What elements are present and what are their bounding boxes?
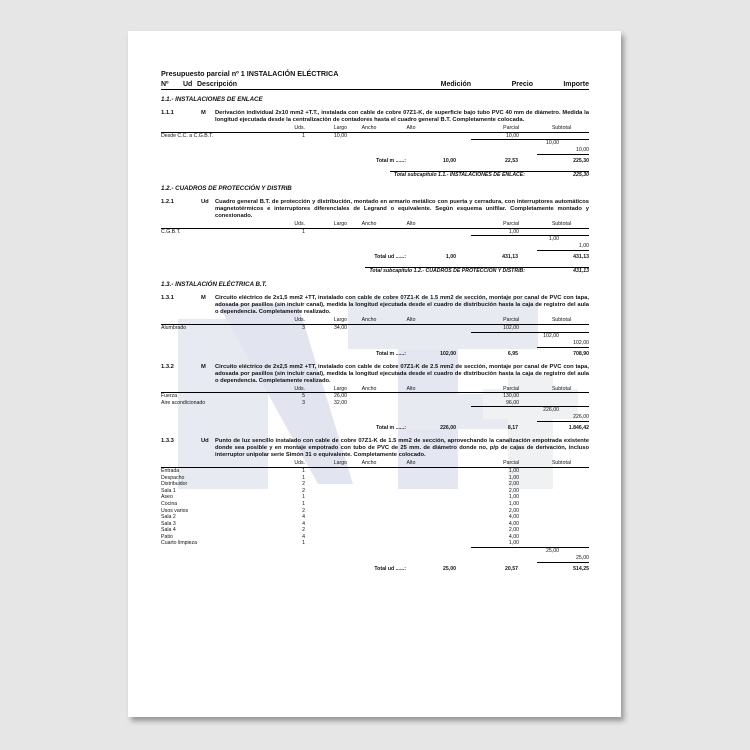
item-code: 1.3.1 (161, 295, 174, 302)
meas-largo (305, 475, 347, 482)
meas-ancho (347, 508, 391, 515)
measurement-header (161, 386, 589, 394)
meas-col-subtotal: Subtotal (551, 460, 571, 467)
meas-subtotal (519, 514, 571, 521)
meas-alto (391, 540, 431, 547)
item-code: 1.2.1 (161, 199, 174, 206)
meas-col-alto: Alto (406, 460, 416, 467)
meas-alto (391, 325, 431, 332)
meas-label-spacer (161, 460, 281, 467)
measurement-row (161, 468, 589, 475)
meas-alto (391, 514, 431, 521)
meas-parcial: 4,00 (508, 520, 519, 527)
item-description: Derivación individual 2x10 mm2 +T.T., instalada con cable de cobre 07Z1-K, de superficie bajo tubo PVC 40 mm de diámetro. Medida la longitud ejecutada desde la centralización de contadores hasta el cuadro general B.T. Completamente colocada. (215, 110, 589, 123)
measurement-row (161, 540, 589, 547)
budget-content (161, 69, 589, 579)
item-code: 1.1.1 (161, 110, 174, 116)
total-medicion: 10,00 (443, 158, 456, 165)
budget-item (161, 438, 589, 573)
meas-uds: 1 (302, 228, 305, 235)
meas-alto (391, 400, 431, 407)
chapter-title: 1.3.- INSTALACIÓN ELÉCTRICA B.T. (161, 281, 267, 289)
meas-col-parcial: Parcial (503, 460, 519, 467)
meas-alto (391, 501, 431, 508)
meas-col-subtotal: Subtotal (551, 385, 571, 392)
total-importe: 225,30 (573, 158, 589, 165)
total-importe: 708,90 (573, 350, 589, 357)
meas-ancho (347, 475, 391, 482)
chapter-total-label: Total subcapítulo 1.1.- INSTALACIONES DE ENLACE: (390, 171, 525, 179)
item-header (161, 199, 589, 220)
subtotal-rule (559, 547, 589, 555)
subtotal-parcial: 102,00 (471, 332, 559, 340)
meas-label: Sala 3 (161, 520, 176, 527)
meas-uds: 4 (302, 520, 305, 527)
subtotal-parcial: 10,00 (471, 139, 559, 147)
meas-uds: 1 (302, 540, 305, 547)
meas-subtotal (519, 229, 571, 236)
document-page (128, 31, 621, 717)
meas-col-alto: Alto (406, 385, 416, 392)
chapter-title: 1.2.- CUADROS DE PROTECCIÓN Y DISTRIB (161, 185, 292, 193)
meas-col-ancho: Ancho (361, 460, 377, 467)
column-importe: Importe (563, 81, 589, 88)
meas-col-parcial: Parcial (503, 221, 519, 228)
meas-ancho (347, 540, 391, 547)
item-unit: M (201, 295, 206, 302)
budget-item (161, 295, 589, 357)
item-description: Circuito eléctrico de 2x2,5 mm2 +TT, instalado con cable de cobre 07Z1-K de 2.5 mm2 de sección, montaje por canal de PVC con tapa, adosada por pasillos (sin incluir canal), medida la longitud ejecutada desde el cuadro de distribución hasta la caja de registro del aula o dependencia. Completamente realizado. (215, 363, 589, 384)
total-precio: 20,57 (505, 566, 518, 573)
meas-alto (391, 521, 431, 528)
item-total-row (161, 254, 589, 261)
meas-subtotal (519, 475, 571, 482)
measurement-row (161, 527, 589, 534)
measurement-row (161, 393, 589, 400)
meas-label-spacer (161, 125, 281, 132)
meas-subtotal (519, 488, 571, 495)
item-total-row (161, 425, 589, 432)
meas-subtotal (519, 501, 571, 508)
subtotal-value: 1,00 (537, 243, 589, 251)
subtotal-spacer (161, 547, 471, 555)
meas-subtotal (519, 481, 571, 488)
meas-uds: 1 (302, 474, 305, 481)
subtotal-line (161, 139, 589, 147)
measurement-row (161, 229, 589, 236)
meas-ancho (347, 393, 391, 400)
item-code: 1.3.3 (161, 438, 174, 445)
item-description: Cuadro general B.T. de protección y distribución, montado en armario metálico con puerta y cerradura, con interruptores automáticos magnetotérmicos e interruptores diferenciales de Legrand o equivalente. Según esquema unifilar. Completamente montado y conexionado. (215, 199, 589, 220)
meas-col-alto: Alto (406, 221, 416, 228)
meas-alto (391, 475, 431, 482)
meas-largo (305, 521, 347, 528)
subtotal-line (161, 235, 589, 243)
meas-uds: 1 (302, 494, 305, 501)
meas-col-uds: Uds. (294, 317, 305, 324)
meas-ancho (347, 325, 391, 332)
meas-uds: 1 (302, 500, 305, 507)
total-label: Total ud ......: (374, 566, 406, 573)
meas-col-parcial: Parcial (503, 385, 519, 392)
meas-label: Usos varios (161, 507, 189, 514)
total-spacer (161, 254, 351, 261)
item-total-row (161, 158, 589, 165)
total-importe: 514,25 (573, 566, 589, 573)
chapter-total-value: 225,30 (525, 171, 589, 179)
total-label: Total m ......: (376, 425, 406, 432)
meas-label: Aire acondicionado (161, 399, 206, 406)
item-total-row (161, 566, 589, 573)
measurement-row (161, 501, 589, 508)
total-medicion: 1,00 (445, 254, 456, 261)
meas-col-ancho: Ancho (361, 317, 377, 324)
meas-label: Cocina (161, 500, 178, 507)
item-total-row (161, 351, 589, 358)
column-medicion: Medición (440, 81, 471, 88)
total-precio: 431,13 (502, 254, 518, 261)
meas-ancho (347, 527, 391, 534)
total-spacer (161, 566, 351, 573)
meas-subtotal (519, 521, 571, 528)
subtotal-right (161, 555, 589, 563)
meas-col-uds: Uds. (294, 460, 305, 467)
document-title: Presupuesto parcial nº 1 INSTALACIÓN ELÉCTRICA (161, 69, 339, 78)
meas-col-parcial: Parcial (503, 125, 519, 131)
total-precio: 22,53 (505, 158, 518, 165)
meas-uds: 2 (302, 487, 305, 494)
meas-subtotal (519, 400, 571, 407)
column-header (161, 81, 589, 90)
item-description: Punto de luz sencillo instalado con cable de cobre 07Z1-K de 1.5 mm2 de sección, aprovechando la canalización empotrada existente donde sea posible y en montaje empotrado con tubo de PVC de 25 mm. de diámetro donde no, p/p de cajas de derivación, incluso interruptor unipolar serie Simón 31 o equivalente. Completamente colocado. (215, 438, 589, 459)
subtotal-spacer (161, 406, 471, 414)
chapters-list (161, 96, 589, 573)
meas-label: Cuarto limpieza (161, 540, 198, 547)
meas-parcial: 1,00 (508, 228, 519, 235)
subtotal-line (161, 547, 589, 555)
meas-subtotal (519, 393, 571, 400)
meas-largo (305, 229, 347, 236)
meas-label: Entrada (161, 467, 180, 474)
meas-label: Distribuidor (161, 481, 188, 488)
meas-uds: 2 (302, 507, 305, 514)
subtotal-rule (559, 235, 589, 243)
item-unit: Ud (201, 199, 209, 206)
measurement-row (161, 534, 589, 541)
meas-subtotal (519, 534, 571, 541)
meas-label: Desde C.C. a C.G.B.T. (161, 132, 214, 139)
meas-largo (305, 534, 347, 541)
meas-col-largo: Largo (333, 385, 347, 392)
meas-ancho (347, 494, 391, 501)
total-medicion: 102,00 (440, 350, 456, 357)
meas-col-subtotal: Subtotal (551, 317, 571, 324)
meas-largo (305, 468, 347, 475)
meas-parcial: 4,00 (508, 514, 519, 521)
meas-col-uds: Uds. (294, 385, 305, 392)
chapter-total-value: 431,13 (525, 267, 589, 275)
item-unit: M (201, 363, 206, 370)
subtotal-rule (559, 332, 589, 340)
meas-ancho (347, 501, 391, 508)
total-medicion: 226,00 (440, 425, 456, 432)
meas-parcial: 130,00 (503, 393, 519, 400)
measurement-row (161, 325, 589, 332)
meas-uds: 1 (302, 132, 305, 139)
meas-col-largo: Largo (333, 460, 347, 467)
meas-col-ancho: Ancho (361, 125, 377, 131)
meas-col-alto: Alto (406, 317, 416, 324)
measurement-row (161, 400, 589, 407)
meas-label-spacer (161, 386, 281, 393)
meas-ancho (347, 514, 391, 521)
subtotal-spacer (161, 139, 471, 147)
subtotal-parcial: 1,00 (471, 235, 559, 243)
total-spacer (161, 425, 351, 432)
meas-label: Aseo (161, 494, 173, 501)
meas-largo (305, 540, 347, 547)
meas-label: Patio (161, 533, 173, 540)
meas-uds: 5 (302, 393, 305, 400)
subtotal-rule (559, 406, 589, 414)
item-unit: Ud (201, 438, 209, 445)
meas-alto (391, 494, 431, 501)
meas-uds: 1 (302, 467, 305, 474)
measurement-header (161, 460, 589, 468)
meas-col-subtotal: Subtotal (551, 221, 571, 228)
meas-col-ancho: Ancho (361, 221, 377, 228)
subtotal-value: 10,00 (537, 147, 589, 155)
measurement-row (161, 521, 589, 528)
meas-parcial: 2,00 (508, 487, 519, 494)
total-precio: 6,95 (507, 350, 518, 357)
measurement-header (161, 125, 589, 133)
item-code: 1.3.2 (161, 363, 174, 370)
meas-alto (391, 393, 431, 400)
meas-alto (391, 229, 431, 236)
subtotal-line (161, 406, 589, 414)
meas-largo (305, 514, 347, 521)
meas-largo: 10,00 (334, 132, 347, 139)
meas-parcial: 1,00 (508, 494, 519, 501)
meas-alto (391, 527, 431, 534)
meas-uds: 3 (302, 324, 305, 331)
subtotal-right (161, 147, 589, 155)
meas-col-alto: Alto (406, 125, 416, 131)
meas-parcial: 1,00 (508, 467, 519, 474)
measurement-row (161, 514, 589, 521)
subtotal-right (161, 340, 589, 348)
budget-item (161, 110, 589, 165)
meas-largo (305, 481, 347, 488)
total-importe: 431,13 (573, 254, 589, 261)
meas-subtotal (519, 325, 571, 332)
chapter-total-label: Total subcapítulo 1.2.- CUADROS DE PROTECCIÓN Y DISTRIB: (365, 267, 525, 275)
meas-alto (391, 133, 431, 140)
subtotal-right (161, 243, 589, 251)
meas-uds: 4 (302, 514, 305, 521)
subtotal-right (161, 414, 589, 422)
meas-ancho (347, 481, 391, 488)
total-spacer (161, 158, 351, 165)
chapter-total (161, 267, 589, 275)
meas-col-largo: Largo (333, 221, 347, 228)
meas-uds: 2 (302, 481, 305, 488)
meas-parcial: 2,00 (508, 481, 519, 488)
meas-alto (391, 508, 431, 515)
meas-ancho (347, 133, 391, 140)
meas-col-largo: Largo (333, 125, 347, 131)
subtotal-spacer (161, 235, 471, 243)
meas-uds: 2 (302, 527, 305, 534)
meas-label: Sala 4 (161, 527, 176, 534)
meas-label: Alumbrado (161, 324, 187, 331)
item-description: Circuito eléctrico de 2x1,5 mm2 +TT, instalado con cable de cobre 07Z1-K de 1.5 mm2 de sección, montaje por canal de PVC con tapa, adosada por pasillos (sin incluir canal), medida la longitud ejecutada desde el cuadro de distribución hasta la caja de registro del aula o dependencia. Completamente realizado. (215, 295, 589, 316)
meas-largo: 32,00 (334, 399, 347, 406)
subtotal-parcial: 226,00 (471, 406, 559, 414)
meas-ancho (347, 534, 391, 541)
meas-largo (305, 527, 347, 534)
meas-parcial: 4,00 (508, 533, 519, 540)
subtotal-value: 25,00 (537, 555, 589, 563)
meas-label: Despacho (161, 474, 185, 481)
subtotal-value: 102,00 (537, 340, 589, 348)
meas-parcial: 2,00 (508, 507, 519, 514)
meas-subtotal (519, 540, 571, 547)
meas-alto (391, 488, 431, 495)
meas-col-ancho: Ancho (361, 385, 377, 392)
meas-label: Sala 1 (161, 487, 176, 494)
meas-parcial: 1,00 (508, 500, 519, 507)
column-description: Descripción (197, 81, 238, 88)
meas-subtotal (519, 508, 571, 515)
measurement-row (161, 488, 589, 495)
meas-parcial: 102,00 (503, 324, 519, 331)
meas-subtotal (519, 468, 571, 475)
item-header (161, 295, 589, 316)
item-unit: M (201, 110, 206, 116)
meas-parcial: 1,00 (508, 540, 519, 547)
total-importe: 1.846,42 (568, 425, 589, 432)
subtotal-spacer (161, 332, 471, 340)
item-header (161, 364, 589, 385)
measurement-row (161, 494, 589, 501)
chapter-title: 1.1.- INSTALACIONES DE ENLACE (161, 96, 263, 103)
meas-largo (305, 501, 347, 508)
measurement-header (161, 221, 589, 229)
meas-label: Sala 2 (161, 514, 176, 521)
item-header (161, 110, 589, 124)
meas-largo (305, 508, 347, 515)
budget-item (161, 199, 589, 261)
column-ud: Ud (183, 81, 193, 88)
item-header (161, 438, 589, 459)
meas-ancho (347, 488, 391, 495)
budget-item (161, 364, 589, 433)
meas-col-subtotal: Subtotal (551, 125, 571, 131)
meas-label-spacer (161, 221, 281, 228)
total-medicion: 25,00 (443, 566, 456, 573)
measurement-row (161, 481, 589, 488)
meas-parcial: 96,00 (506, 399, 519, 406)
meas-parcial: 2,00 (508, 527, 519, 534)
measurement-row (161, 133, 589, 140)
meas-subtotal (519, 133, 571, 140)
meas-largo (305, 494, 347, 501)
total-label: Total m ......: (376, 158, 406, 165)
total-label: Total ud ......: (374, 254, 406, 261)
meas-subtotal (519, 527, 571, 534)
total-label: Total m ......: (376, 350, 406, 357)
meas-ancho (347, 468, 391, 475)
measurement-row (161, 508, 589, 515)
meas-label-spacer (161, 317, 281, 324)
measurement-row (161, 475, 589, 482)
chapter-total (161, 171, 589, 179)
total-spacer (161, 351, 351, 358)
meas-largo: 34,00 (334, 324, 347, 331)
subtotal-parcial: 25,00 (471, 547, 559, 555)
meas-subtotal (519, 494, 571, 501)
meas-parcial: 1,00 (508, 474, 519, 481)
meas-label: C.G.B.T. (161, 228, 181, 235)
meas-label: Fuerza (161, 393, 178, 400)
column-precio: Precio (511, 81, 533, 88)
meas-largo (305, 488, 347, 495)
meas-uds: 4 (302, 533, 305, 540)
meas-parcial: 10,00 (506, 132, 519, 139)
meas-uds: 3 (302, 399, 305, 406)
meas-col-largo: Largo (333, 317, 347, 324)
meas-alto (391, 481, 431, 488)
subtotal-line (161, 332, 589, 340)
meas-ancho (347, 229, 391, 236)
meas-col-uds: Uds. (294, 221, 305, 228)
measurement-header (161, 317, 589, 325)
meas-ancho (347, 521, 391, 528)
subtotal-value: 226,00 (537, 414, 589, 422)
column-code: Nº (161, 81, 169, 88)
meas-alto (391, 468, 431, 475)
total-precio: 8,17 (507, 425, 518, 432)
meas-largo: 26,00 (334, 393, 347, 400)
subtotal-rule (559, 139, 589, 147)
meas-alto (391, 534, 431, 541)
meas-col-parcial: Parcial (503, 317, 519, 324)
meas-col-uds: Uds. (294, 125, 305, 131)
meas-ancho (347, 400, 391, 407)
